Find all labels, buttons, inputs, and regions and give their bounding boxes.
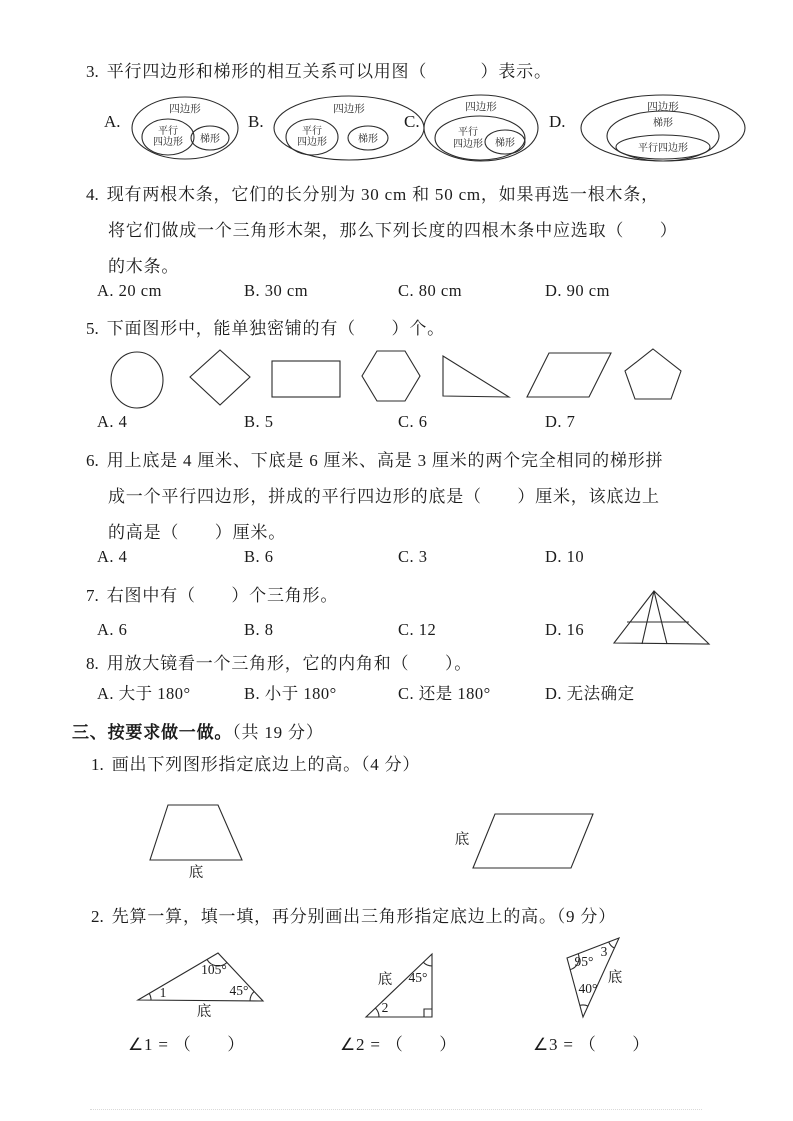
q5-option-d: D. 7 [545,412,576,431]
q6-option-a: A. 4 [97,547,128,566]
angle-arc [580,1005,588,1006]
triangle-2-angle-2: 2 [381,1000,389,1015]
section-3-header [72,721,324,744]
venn-d-parallelogram-text: 平行四边形 [638,143,688,154]
question-5 [86,317,445,340]
q5-option-a: A. 4 [97,412,128,431]
triangle-count-figure [604,584,718,650]
right-triangle-shape [443,356,509,397]
venn-a-trapezoid-text: 梯形 [200,134,220,145]
question-3-number: 3. [86,62,99,81]
q4-option-b: B. 30 cm [244,281,309,300]
venn-a-outer-text: 四边形 [169,104,201,115]
rectangle-shape [272,361,340,397]
venn-c-outer-text: 四边形 [465,102,497,113]
q8-option-d: D. 无法确定 [545,684,635,703]
s3q2-text: 先算一算，填一填，再分别画出三角形指定底边上的高。（9 分） [111,907,616,926]
venn-b-parallelogram-text-1: 平行 [302,126,322,137]
question-7 [86,584,338,607]
tiling-shapes-figure [105,345,695,409]
question-4-line-3: 的木条。 [108,257,180,276]
question-4-number: 4. [86,185,99,204]
venn-d-label: D. [549,112,566,131]
triangle-1-top-angle: 105° [201,962,227,977]
question-4-text-1: 现有两根木条，它们的长分别为 30 cm 和 50 cm，如果再选一根木条， [106,185,659,204]
question-6-number: 6. [86,451,99,470]
s3q2-number: 2. [91,907,104,926]
q7-option-d: D. 16 [545,620,585,639]
diamond-shape [190,350,250,405]
section-3-score: （共 19 分） [232,723,324,742]
question-3-text: 平行四边形和梯形的相互关系可以用图（ ）表示。 [106,62,552,81]
question-6-line-2: 成一个平行四边形，拼成的平行四边形的底是（ ）厘米，该底边上 [108,487,660,506]
angle-arc [423,962,432,966]
venn-c-parallelogram-text-2: 四边形 [453,139,483,150]
angle-arc [149,993,151,1000]
q6-option-b: B. 6 [244,547,274,566]
q4-option-a: A. 20 cm [97,281,162,300]
triangle-3-left-angle: 95° [574,954,594,969]
angle-arc [250,992,254,1001]
q4-option-d: D. 90 cm [545,281,610,300]
question-6-text-1: 用上底是 4 厘米、下底是 6 厘米、高是 3 厘米的两个完全相同的梯形拼 [106,451,664,470]
q8-option-a: A. 大于 180° [97,684,191,703]
venn-b-parallelogram-text-2: 四边形 [297,137,327,148]
angle-1-equation: ∠1 = （ ） [128,1035,246,1054]
question-4-line-1 [86,183,659,206]
venn-c-label: C. [404,112,420,131]
triangle-3-figure [548,928,650,1030]
question-6-line-3: 的高是（ ）厘米。 [108,523,286,542]
venn-a-parallelogram-text-2: 四边形 [153,137,183,148]
s3q1-text: 画出下列图形指定底边上的高。（4 分） [111,755,421,774]
q5-option-c: C. 6 [398,412,428,431]
s3q1-number: 1. [91,755,104,774]
q6-option-c: C. 3 [398,547,428,566]
question-8-number: 8. [86,654,99,673]
section-3-question-1 [91,753,420,776]
circle-shape [111,352,163,408]
section-3-number: 三、 [72,723,108,742]
question-5-text: 下面图形中，能单独密铺的有（ ）个。 [106,319,445,338]
parallelogram-base-label: 底 [454,832,470,848]
triangle-1-figure [130,945,275,1025]
triangle-2 [366,954,432,1017]
venn-d-outer-text: 四边形 [647,102,679,113]
q8-option-b: B. 小于 180° [244,684,337,703]
question-4-line-2: 将它们做成一个三角形木架，那么下列长度的四根木条中应选取（ ） [108,221,678,240]
trapezoid-figure [150,805,242,860]
draw-height-figures [145,798,605,886]
venn-diagram-d [580,94,748,164]
q6-option-d: D. 10 [545,547,585,566]
venn-b-trapezoid-text: 梯形 [358,134,378,145]
question-8-text: 用放大镜看一个三角形，它的内角和（ ）。 [106,654,473,673]
angle-arc [609,942,615,948]
question-5-number: 5. [86,319,99,338]
triangle-2-top-angle: 45° [408,970,428,985]
q7-option-b: B. 8 [244,620,274,639]
q8-option-c: C. 还是 180° [398,684,491,703]
outer-triangle [614,591,709,644]
triangle-2-figure [355,945,447,1025]
trapezoid-base-label: 底 [188,865,204,881]
question-8 [86,652,472,675]
angle-2-equation: ∠2 = （ ） [340,1035,458,1054]
venn-a-parallelogram-text-1: 平行 [158,126,178,137]
question-7-number: 7. [86,586,99,605]
triangle-3-angle-3: 3 [600,944,608,959]
cevian-line-2 [654,591,667,644]
section-3-question-2 [91,905,616,928]
parallelogram-shape [527,353,611,397]
question-6-line-1 [86,449,663,472]
angle-arc [375,1008,379,1017]
question-3 [86,60,552,83]
q4-option-c: C. 80 cm [398,281,463,300]
q7-option-c: C. 12 [398,620,437,639]
venn-c-trapezoid-text: 梯形 [495,138,515,149]
triangle-2-base-label: 底 [377,972,393,988]
q5-option-b: B. 5 [244,412,274,431]
venn-d-trapezoid-text: 梯形 [653,118,673,129]
page-fold-line [90,1109,702,1110]
triangle-3-base-label: 底 [607,970,623,986]
question-7-text: 右图中有（ ）个三角形。 [106,586,339,605]
venn-diagram-c [423,93,541,165]
triangle-3-bottom-angle: 40° [578,981,598,996]
venn-diagram-a [131,94,241,164]
venn-b-outer-text: 四边形 [333,104,365,115]
parallelogram-figure [473,814,593,868]
triangle-1-angle-1: 1 [159,985,167,1000]
venn-b-label: B. [248,112,264,131]
triangle-1-right-angle: 45° [229,983,249,998]
triangle-1-base-label: 底 [196,1004,212,1020]
pentagon-shape [625,349,681,399]
venn-c-parallelogram-text-1: 平行 [458,127,478,138]
hexagon-shape [362,351,420,401]
angle-3-equation: ∠3 = （ ） [533,1035,651,1054]
venn-a-label: A. [104,112,121,131]
section-3-title: 按要求做一做。 [107,723,233,742]
right-angle-marker [424,1009,432,1017]
q7-option-a: A. 6 [97,620,128,639]
